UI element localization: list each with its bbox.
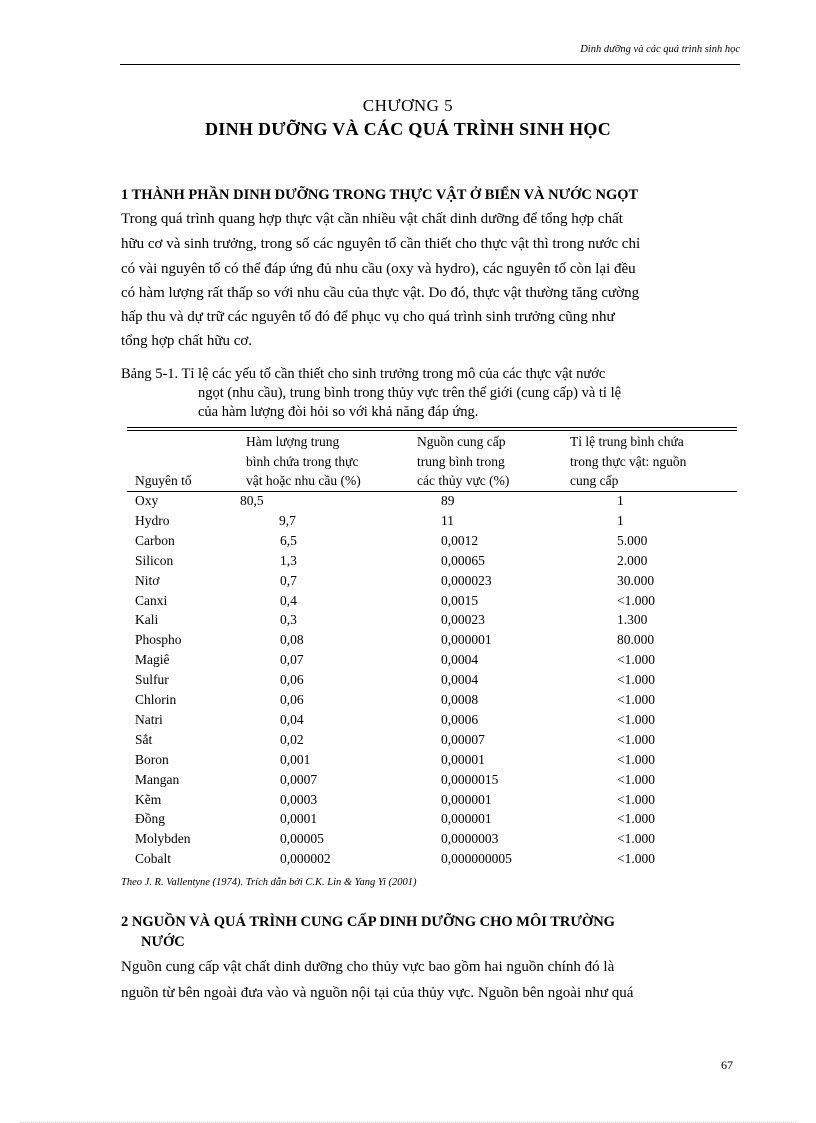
table-cell-supply: 0,0015	[441, 592, 479, 608]
paragraph-line: có vài nguyên tố có thể đáp ứng đủ nhu cầu (oxy và hydro), các nguyên tố còn lại đều	[121, 261, 636, 277]
header-line: bình chứa trong thực	[246, 453, 359, 469]
table-cell-supply: 11	[441, 512, 454, 528]
table-caption-line: ngọt (nhu cầu), trung bình trong thủy vực trên thế giới (cung cấp) và tỉ lệ	[198, 385, 622, 401]
table-cell-tissue: 0,04	[280, 711, 304, 727]
table-cell-element: Mangan	[135, 771, 180, 787]
table-cell-supply: 0,000001	[441, 791, 492, 807]
table-cell-supply: 0,000001	[441, 632, 492, 648]
paragraph-line: Trong quá trình quang hợp thực vật cần nhiều vật chất dinh dưỡng để tổng hợp chất	[121, 211, 623, 227]
table-cell-supply: 0,0012	[441, 532, 479, 548]
paragraph-line: hấp thu và dự trữ các nguyên tố đó để phục vụ cho quá trình sinh trưởng cũng như	[121, 309, 615, 325]
table-cell-ratio: <1.000	[617, 791, 655, 807]
table-cell-element: Canxi	[135, 592, 168, 608]
table-cell-element: Nitơ	[135, 572, 160, 588]
paragraph-line: hữu cơ và sinh trưởng, trong số các nguyên tố cần thiết cho thực vật thì trong nước chỉ	[121, 236, 641, 252]
table-cell-ratio: <1.000	[617, 731, 655, 747]
table-cell-tissue: 0,08	[280, 632, 304, 648]
table-cell-supply: 0,0006	[441, 711, 479, 727]
table-cell-ratio: <1.000	[617, 672, 655, 688]
table-cell-supply: 0,000000005	[441, 851, 512, 867]
table-cell-ratio: 1.300	[617, 612, 648, 628]
header-line: Hàm lượng trung	[246, 434, 340, 449]
table-cell-tissue: 0,0003	[280, 791, 318, 807]
header-line: Tỉ lệ trung bình chứa	[570, 434, 684, 449]
table-cell-ratio: <1.000	[617, 811, 655, 827]
section-1-heading: 1 THÀNH PHẦN DINH DƯỠNG TRONG THỰC VẬT Ở BIỂN VÀ NƯỚC NGỌT	[121, 187, 639, 203]
table-cell-ratio: <1.000	[617, 851, 655, 867]
table-cell-ratio: <1.000	[617, 751, 655, 767]
table-cell-supply: 0,00007	[441, 731, 485, 747]
table-cell-element: Kẽm	[135, 791, 162, 807]
table-cell-tissue: 6,5	[280, 532, 297, 548]
table-header-rule	[127, 491, 737, 492]
table-top-rule	[127, 427, 737, 428]
table-cell-ratio: 1	[617, 512, 624, 528]
header-line: trung bình trong	[417, 453, 505, 469]
table-cell-tissue: 0,3	[280, 612, 297, 628]
column-header-supply	[417, 432, 509, 491]
table-cell-tissue: 0,06	[280, 692, 304, 707]
table-cell-ratio: 5.000	[617, 532, 648, 548]
table-cell-supply: 89	[441, 493, 455, 508]
table-cell-element: Molybden	[135, 831, 191, 847]
column-header-element: Nguyên tố	[135, 473, 192, 488]
header-line: Nguồn cung cấp	[417, 434, 506, 449]
header-line: vật hoặc nhu cầu (%)	[246, 473, 361, 488]
chapter-number: CHƯƠNG 5	[362, 96, 454, 115]
table-cell-tissue: 1,3	[280, 552, 297, 568]
table-cell-element: Silicon	[135, 552, 174, 568]
paragraph-line: Nguồn cung cấp vật chất dinh dưỡng cho thủy vực bao gồm hai nguồn chính đó là	[121, 959, 615, 975]
table-cell-supply: 0,0000003	[441, 831, 499, 847]
header-line: các thủy vực (%)	[417, 473, 510, 488]
table-cell-supply: 0,00001	[441, 751, 485, 767]
table-cell-supply: 0,00065	[441, 552, 485, 568]
table-cell-element: Đồng	[135, 811, 165, 827]
table-cell-tissue: 0,07	[280, 652, 304, 668]
table-cell-element: Magiê	[135, 652, 170, 668]
paragraph-line: tổng hợp chất hữu cơ.	[121, 333, 253, 349]
table-cell-element: Phospho	[135, 632, 182, 648]
header-line: cung cấp	[570, 473, 619, 488]
table-cell-tissue: 0,001	[280, 751, 311, 767]
table-cell-element: Sulfur	[135, 672, 169, 688]
table-cell-ratio: <1.000	[617, 692, 655, 707]
table-cell-ratio: <1.000	[617, 592, 655, 608]
table-cell-element: Natri	[135, 711, 163, 727]
table-cell-element: Chlorin	[135, 692, 177, 707]
table-source-note: Theo J. R. Vallentyne (1974). Trích dẫn bởi C.K. Lin & Yang Yi (2001)	[121, 877, 417, 888]
column-header-ratio	[570, 432, 686, 491]
table-cell-element: Carbon	[135, 532, 175, 548]
table-caption-line: Bảng 5-1. Tỉ lệ các yếu tố cần thiết cho sinh trưởng trong mô của các thực vật nước	[121, 366, 606, 382]
table-cell-tissue: 0,02	[280, 731, 304, 747]
table-cell-tissue: 9,7	[279, 512, 296, 528]
table-cell-ratio: 1	[617, 493, 624, 508]
column-header-tissue	[246, 432, 361, 491]
table-caption-line: của hàm lượng đòi hỏi so với khả năng đáp ứng.	[198, 404, 479, 420]
table-cell-ratio: <1.000	[617, 831, 655, 847]
table-cell-ratio: <1.000	[617, 771, 655, 787]
table-cell-supply: 0,000023	[441, 572, 492, 588]
table-cell-supply: 0,000001	[441, 811, 492, 827]
table-cell-tissue: 80,5	[240, 493, 264, 508]
table-cell-tissue: 0,4	[280, 592, 297, 608]
table-cell-supply: 0,0000015	[441, 771, 499, 787]
table-cell-ratio: 80.000	[617, 632, 655, 648]
table-top-rule	[127, 430, 737, 431]
table-cell-element: Boron	[135, 751, 169, 767]
table-cell-ratio: 2.000	[617, 552, 648, 568]
table-cell-tissue: 0,0007	[280, 771, 318, 787]
table-cell-tissue: 0,0001	[280, 811, 318, 827]
table-cell-element: Hydro	[135, 512, 170, 528]
table-cell-tissue: 0,000002	[280, 851, 331, 867]
table-cell-element: Sắt	[135, 731, 153, 747]
table-cell-tissue: 0,7	[280, 572, 297, 588]
section-2-heading-line: 2 NGUỒN VÀ QUÁ TRÌNH CUNG CẤP DINH DƯỠNG CHO MÔI TRƯỜNG	[121, 914, 615, 930]
table-cell-ratio: <1.000	[617, 711, 655, 727]
table-cell-element: Cobalt	[135, 851, 171, 867]
chapter-title: DINH DƯỠNG VÀ CÁC QUÁ TRÌNH SINH HỌC	[205, 119, 611, 139]
table-cell-element: Oxy	[135, 493, 159, 508]
section-2-heading-line: NƯỚC	[141, 934, 185, 950]
table-cell-ratio: <1.000	[617, 652, 655, 668]
page-number: 67	[721, 1058, 733, 1072]
table-cell-supply: 0,0004	[441, 652, 479, 668]
table-cell-tissue: 0,06	[280, 672, 304, 688]
table-cell-ratio: 30.000	[617, 572, 655, 588]
table-cell-supply: 0,00023	[441, 612, 485, 628]
header-line: trong thực vật: nguồn	[570, 453, 687, 469]
table-cell-element: Kali	[135, 612, 159, 628]
table-cell-supply: 0,0004	[441, 672, 479, 688]
table-cell-tissue: 0,00005	[280, 831, 324, 847]
paragraph-line: nguồn từ bên ngoài đưa vào và nguồn nội tại của thủy vực. Nguồn bên ngoài như quá	[121, 985, 634, 1001]
paragraph-line: có hàm lượng rất thấp so với nhu cầu của thực vật. Do đó, thực vật thường tăng cường	[121, 285, 640, 301]
running-header: Dinh dưỡng và các quá trình sinh học	[120, 44, 740, 65]
table-cell-supply: 0,0008	[441, 692, 479, 707]
